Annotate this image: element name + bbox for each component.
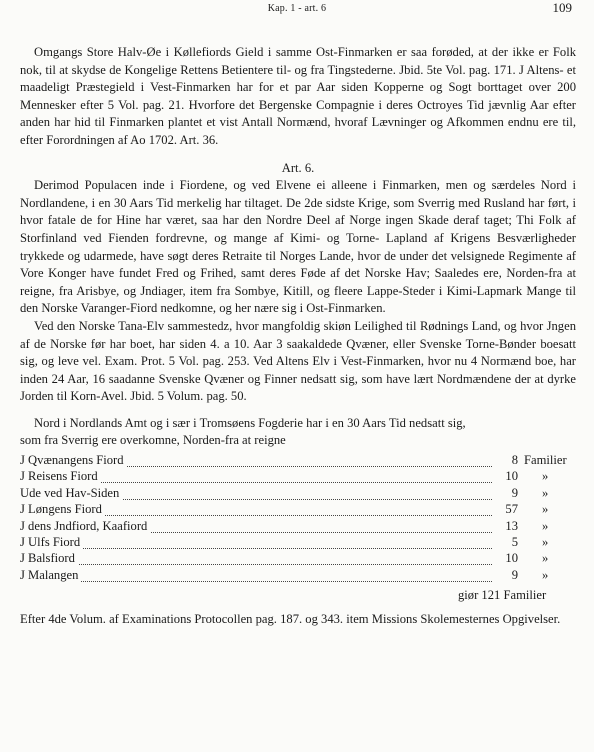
tally-place: J Reisens Fiord [20, 469, 101, 483]
tally-place: J Ulfs Fiord [20, 535, 83, 549]
tally-row [20, 518, 576, 534]
tally-row [20, 468, 576, 484]
tally-count: 10 [505, 551, 518, 566]
tally-total-row [20, 587, 576, 605]
article-heading: Art. 6. [281, 160, 315, 175]
tally-place: J Løngens Fiord [20, 502, 105, 516]
tally-count: 57 [505, 502, 518, 517]
paragraph-4-line-1: Nord i Nordlands Amt og i sær i Tromsøens Fogderie har i en 30 Aars Tid nedsatt sig, [34, 415, 466, 430]
tally-row [20, 452, 576, 468]
tally-place-leader [20, 550, 492, 565]
tally-place: Ude ved Hav-Siden [20, 486, 122, 500]
running-head: Kap. 1 - art. 6 [267, 3, 327, 14]
tally-place-leader [20, 534, 492, 549]
tally-place: J Malangen [20, 568, 81, 582]
tally-count: 13 [505, 518, 518, 533]
paragraph-3: Ved den Norske Tana-Elv sammestedz, hvor mangfoldig skiøn Leilighed til Rødnings Land, og hvor Jngen af de Norske før har boet, har siden 4. a 10. Aar 3 saakaldede Qvæner, eller Svenske Torne-Bønder boesatt sig, og leve vel. Exam. Prot. 5 Vol. pag. 253. Ved Altens Elv i Vest-Finmarken, hvor nu 4 Normænd boe, har inden 24 Aar, 16 saadanne Svenske Qvæner og Finner nedsatt sig, som have lært Nordmændene der at dyrke Jorden til Korn-Avel. Jbid. 5 Volum. pag. 50. [20, 318, 576, 404]
ditto-mark: » [542, 469, 549, 484]
paragraph-1: Omgangs Store Halv-Øe i Køllefiords Gield i samme Ost-Finmarken er saa forøded, at der ikke er Folk nok, til at skydse de Kongelige Rettens Betientere til- og fra Tingstederne. Jbid. 5te Vol. pag. 171. J Altens- et maadeligt Præstegield i Vest-Finmarken har for et par Aar siden Kopperne og Sogt borttaget over 200 Mennesker efter 5 Vol. pag. 21. Hvorfore det Bergenske Compagnie i deres Octroyes Tid jævnlig Aar efter anden har hid til Finmarken plantet et vist Antall Normænd, hvoraf Lævninger og Afkommen endnu ere til, efter Forordningen af Ao 1702. Art. 36. [20, 45, 576, 147]
tally-place-leader [20, 518, 492, 533]
ditto-mark: » [542, 518, 549, 533]
tally-count: 9 [511, 567, 518, 582]
tally-place-leader [20, 452, 492, 467]
tally-place: J dens Jndfiord, Kaafiord [20, 519, 150, 533]
tally-total: giør 121 Familier [458, 588, 547, 603]
family-tally-list [20, 452, 576, 583]
tally-count: 8 [511, 453, 518, 468]
tally-row [20, 567, 576, 583]
paragraph-4-line-2: som fra Sverrig ere overkomne, Norden-fra at reigne [20, 433, 286, 448]
ditto-mark: » [542, 567, 549, 582]
ditto-mark: » [542, 502, 549, 517]
tally-place-leader [20, 485, 492, 500]
closing-paragraph: Efter 4de Volum. af Examinations Protocollen pag. 187. og 343. item Missions Skolemesternes Opgivelser. [20, 612, 561, 627]
tally-count: 5 [511, 535, 518, 550]
page-number: 109 [552, 0, 572, 15]
ditto-mark: » [542, 551, 549, 566]
ditto-mark: » [542, 485, 549, 500]
tally-place: J Balsfiord [20, 551, 78, 565]
tally-row [20, 485, 576, 501]
ditto-mark: » [542, 535, 549, 550]
tally-place-leader [20, 468, 492, 483]
tally-unit: Familier [524, 453, 567, 468]
body-text [20, 44, 576, 629]
tally-place-leader [20, 501, 492, 516]
tally-row [20, 501, 576, 517]
tally-place-leader [20, 567, 492, 582]
tally-count: 10 [505, 469, 518, 484]
tally-count: 9 [511, 485, 518, 500]
tally-place: J Qvænangens Fiord [20, 453, 127, 467]
tally-row [20, 550, 576, 566]
paragraph-2: Derimod Populacen inde i Fiordene, og ved Elvene ei alleene i Finmarken, men og særdeles Nord i Nordlandene, i en 30 Aars Tid merkelig har tiltaget. De 2de sidste Krige, som Sverrig med Rusland har ført, i hvor fatale de for Hine har været, saa har den Nordre Deel af Norge ingen Skade deraf taget; Thi Folk af Storfinland ved Fienden fordrevne, og mange af Kimi- og Torne- Lapland af Krigens Besværligheder trykkede og udarmede, have søgt deres Retraite til Norges Lande, hvor de under det velsignede Regimente af Vore Konger have fundet Fred og Frihed, samt deres Føde af det Norske Hav; Saaledes ere, Norden-fra at reigne, fra Arisbye, og Jndiager, item fra Sombye, Kitill, og fleere Lappe-Steder i Kimi-Lapmark Mange til den Norske Varanger-Fiord nedkomne, og her nære sig i Ost-Finmarken. [20, 178, 576, 316]
tally-row [20, 534, 576, 550]
